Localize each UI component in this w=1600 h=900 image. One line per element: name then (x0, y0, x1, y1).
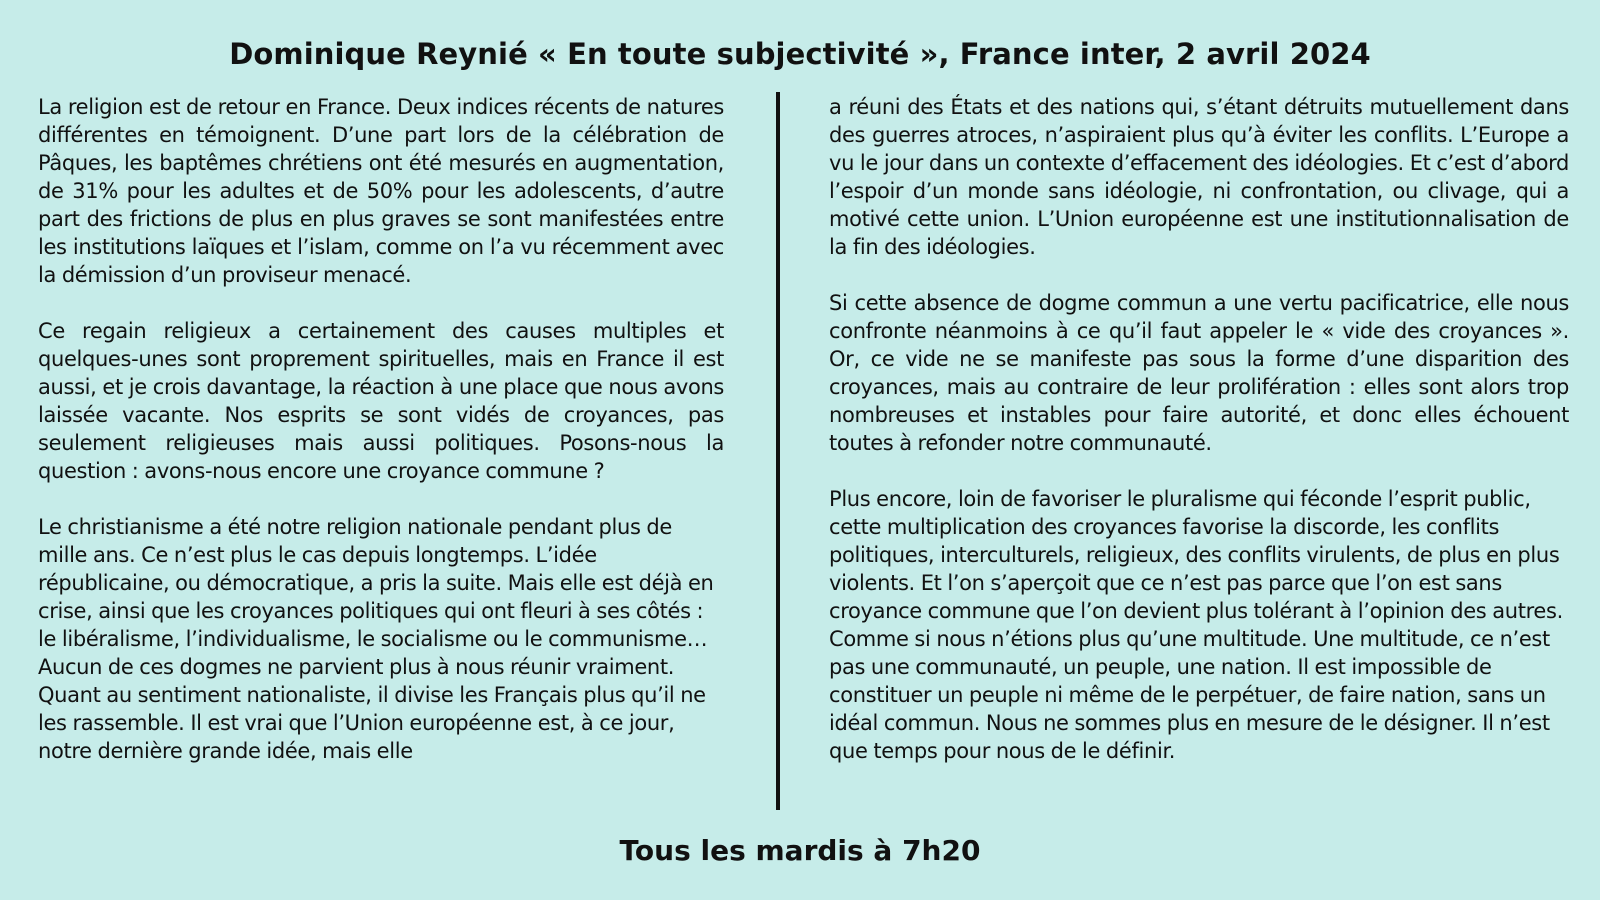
paragraph: Le christianisme a été notre religion nationale pendant plus de mille ans. Ce n’est plus le cas depuis longtemps. L’idée républicaine, ou démocratique, a pris la suite. Mais elle est déjà en crise, ainsi que les croyances politiques qui ont fleuri à ses côtés : le libéralisme, l’individualisme, le socialisme ou le communisme… Aucun de ces dogmes ne parvient plus à nous réunir vraiment. Quant au sentiment nationaliste, il divise les Français plus qu’il ne les rassemble. Il est vrai que l’Union européenne est, à ce jour, notre dernière grande idée, mais elle (38, 515, 714, 763)
paragraph: La religion est de retour en France. Deux indices récents de natures différentes en témoignent. D’une part lors de la célébration de Pâques, les baptêmes chrétiens ont été mesurés en augmentation, de 31% pour les adultes et de 50% pour les adolescents, d’autre part des frictions de plus en plus graves se sont manifestées entre les institutions laïques et l’islam, comme on l’a vu récemment avec la démission d’un proviseur menacé. (38, 95, 724, 287)
left-text-column (38, 93, 724, 765)
document-title: Dominique Reynié « En toute subjectivité », France inter, 2 avril 2024 (229, 37, 1371, 71)
right-text-column (829, 93, 1569, 765)
column-divider (776, 92, 780, 810)
broadcast-schedule: Tous les mardis à 7h20 (619, 834, 981, 867)
paragraph: Ce regain religieux a certainement des causes multiples et quelques-unes sont proprement spirituelles, mais en France il est aussi, et je crois davantage, la réaction à une place que nous avons laissée vacante. Nos esprits se sont vidés de croyances, pas seulement religieuses mais aussi politiques. Posons-nous la question : avons-nous encore une croyance commune ? (38, 319, 724, 483)
paragraph: Si cette absence de dogme commun a une vertu pacificatrice, elle nous confronte néanmoins à ce qu’il faut appeler le « vide des croyances ». Or, ce vide ne se manifeste pas sous la forme d’une disparition des croyances, mais au contraire de leur prolifération : elles sont alors trop nombreuses et instables pour faire autorité, et donc elles échouent toutes à refonder notre communauté. (829, 291, 1569, 455)
paragraph: a réuni des États et des nations qui, s’étant détruits mutuellement dans des guerres atroces, n’aspiraient plus qu’à éviter les conflits. L’Europe a vu le jour dans un contexte d’effacement des idéologies. Et c’est d’abord l’espoir d’un monde sans idéologie, ni confrontation, ou clivage, qui a motivé cette union. L’Union européenne est une institutionnalisation de la fin des idéologies. (829, 95, 1569, 259)
paragraph: Plus encore, loin de favoriser le pluralisme qui féconde l’esprit public, cette multiplication des croyances favorise la discorde, les conflits politiques, interculturels, religieux, des conflits virulents, de plus en plus violents. Et l’on s’aperçoit que ce n’est pas parce que l’on est sans croyance commune que l’on devient plus tolérant à l’opinion des autres. Comme si nous n’étions plus qu’une multitude. Une multitude, ce n’est pas une communauté, un peuple, une nation. Il est impossible de constituer un peuple ni même de le perpétuer, de faire nation, sans un idéal commun. Nous ne sommes plus en mesure de le désigner. Il n’est que temps pour nous de le définir. (829, 487, 1563, 763)
